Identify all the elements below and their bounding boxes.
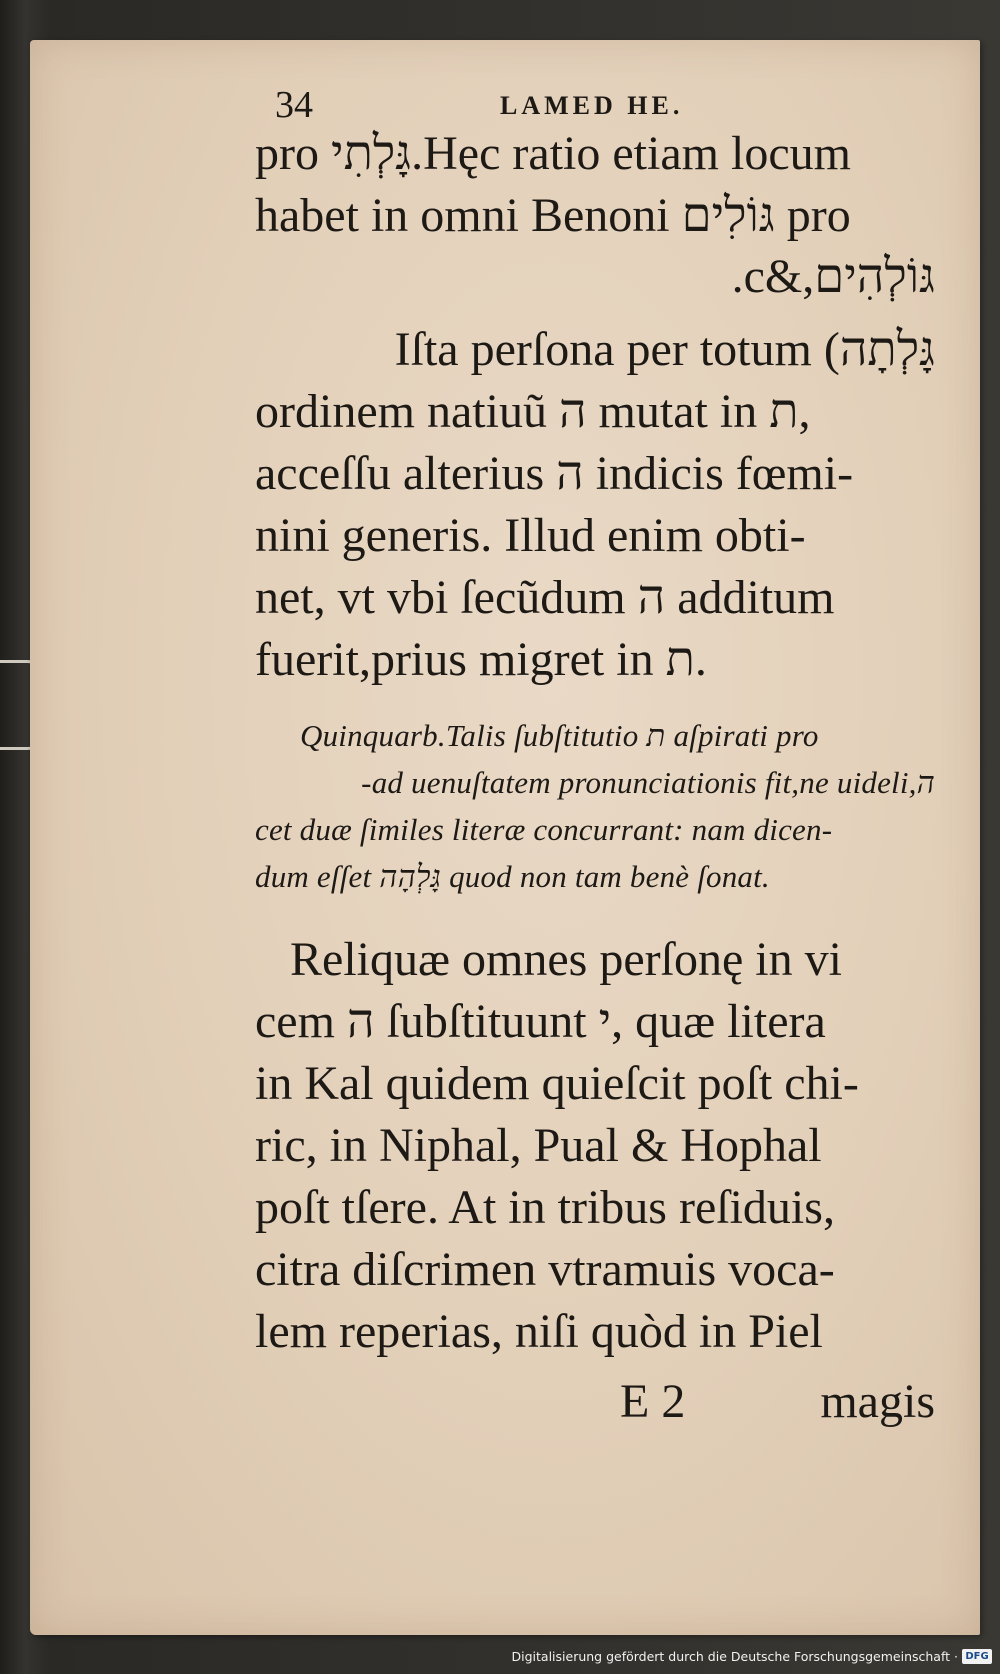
- note-line: dum eſſet גָּלְהָה quod non tam benè ſonat.: [255, 859, 770, 894]
- text-line: ordinem natiuũ ה mutat in ת,: [255, 385, 811, 438]
- text-line: ric, in Niphal, Pual & Hophal: [255, 1119, 822, 1172]
- page-number: 34: [275, 84, 313, 126]
- note-line: cet duæ ſimiles literæ concurrant: nam dicen-: [255, 812, 833, 847]
- text-line: poſt tſere. At in tribus reſiduis,: [255, 1181, 835, 1234]
- text-line: Reliquæ omnes perſonę in vi: [290, 933, 842, 986]
- text-line: lem reperias, niſi quòd in Piel: [255, 1305, 823, 1358]
- text-line: cem ה ſubſtituunt י, quæ litera: [255, 995, 826, 1048]
- signature-mark: E 2: [620, 1375, 686, 1428]
- text-line: nini generis. Illud enim obti-: [255, 509, 806, 562]
- signature-row: [255, 1370, 935, 1434]
- text-line: citra diſcrimen vtramuis voca-: [255, 1243, 835, 1296]
- note-line: ה,ad uenuſtatem pronunciationis fit,ne uideli-: [361, 765, 935, 800]
- catchword: magis: [820, 1375, 935, 1428]
- footer-bar: [0, 1640, 1000, 1674]
- text-line: גּוֹלְהִים,&c.: [731, 250, 935, 303]
- text-line: גָּלְתָה) Iſta perſona per totum: [394, 323, 935, 376]
- dfg-logo: DFG: [962, 1649, 992, 1664]
- running-head: LAMED HE.: [500, 91, 684, 120]
- text-line: habet in omni Benoni גּוֹלִים pro: [255, 189, 851, 242]
- text-line: pro גָּלְתִי.Hęc ratio etiam locum: [255, 127, 851, 180]
- text-line: net, vt vbi ſecũdum ה additum: [255, 571, 835, 624]
- text-line: fuerit,prius migret in ת.: [255, 633, 707, 686]
- note-line: Quinquarb.Talis ſubſtitutio ת aſpirati pro: [300, 718, 819, 753]
- text-line: in Kal quidem quieſcit poſt chi-: [255, 1057, 859, 1110]
- funding-credit: Digitalisierung gefördert durch die Deutsche Forschungsgemeinschaft ·: [511, 1649, 958, 1664]
- text-line: acceſſu alterius ה indicis fœmi-: [255, 447, 854, 500]
